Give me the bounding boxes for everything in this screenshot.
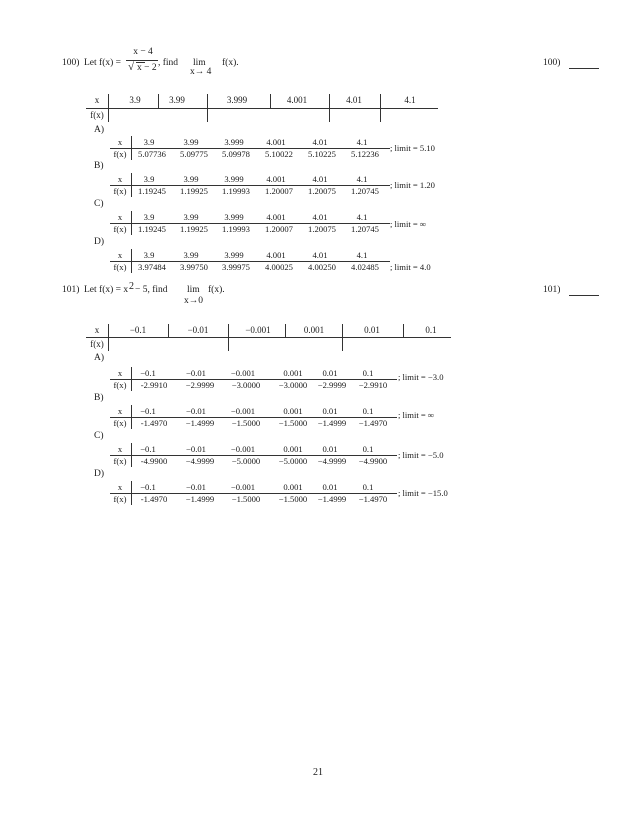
table-cell: 0.01 — [322, 406, 338, 416]
limit-answer: ; limit = −3.0 — [398, 372, 444, 382]
table-cell: −0.01 — [187, 325, 209, 335]
table-cell: 1.20007 — [265, 186, 293, 196]
table-cell: 4.001 — [266, 212, 286, 222]
find-text: − 5, find — [135, 285, 168, 295]
option-label-d[interactable]: D) — [94, 237, 105, 247]
find-text: , find — [158, 58, 179, 68]
table-divider — [403, 324, 404, 337]
table-cell: 1.20745 — [351, 186, 379, 196]
table-cell: 3.97484 — [138, 262, 166, 272]
option-label-d[interactable]: D) — [94, 469, 105, 479]
table-cell: 4.01 — [312, 250, 328, 260]
option-label-c[interactable]: C) — [94, 199, 104, 209]
table-cell: 0.001 — [283, 482, 303, 492]
table-cell: 0.001 — [283, 406, 303, 416]
table-cell: 3.999 — [224, 174, 244, 184]
table-cell: 4.001 — [266, 137, 286, 147]
table-cell: 3.9 — [143, 174, 155, 184]
table-divider — [207, 94, 208, 122]
table-cell: −1.4999 — [317, 494, 347, 504]
table-cell: 4.00250 — [308, 262, 336, 272]
fraction-denominator: x − 2 — [137, 63, 157, 73]
table-cell: 5.10225 — [308, 149, 336, 159]
table-cell: −0.1 — [129, 325, 147, 335]
table-cell: −3.0000 — [278, 380, 308, 390]
x-label: x — [94, 325, 100, 335]
table-cell: −0.1 — [140, 406, 156, 416]
table-cell: 0.1 — [362, 368, 374, 378]
table-divider — [342, 324, 343, 351]
table-cell: −1.4970 — [358, 494, 388, 504]
table-cell: −0.01 — [186, 406, 206, 416]
table-cell: −0.001 — [245, 325, 271, 335]
table-cell: -2.9910 — [140, 380, 168, 390]
function-name: f(x). — [222, 58, 239, 68]
table-divider — [158, 94, 159, 108]
function-name: f(x). — [208, 285, 225, 295]
table-cell: 5.07736 — [138, 149, 166, 159]
option-label-b[interactable]: B) — [94, 161, 104, 171]
table-cell: 3.99 — [183, 137, 199, 147]
table-cell: 1.19925 — [180, 186, 208, 196]
option-label-a[interactable]: A) — [94, 125, 105, 135]
table-cell: 0.001 — [283, 368, 303, 378]
fx-label: f(x) — [113, 380, 127, 390]
table-divider — [285, 324, 286, 337]
fraction-numerator: x − 4 — [133, 47, 153, 57]
table-cell: -1.4970 — [140, 418, 168, 428]
table-cell: 0.01 — [322, 482, 338, 492]
limit-answer: ; limit = −15.0 — [398, 488, 448, 498]
fx-label: f(x) — [113, 262, 127, 272]
table-cell: −1.4970 — [358, 418, 388, 428]
table-cell: 4.01 — [312, 212, 328, 222]
table-cell: 4.1 — [356, 212, 368, 222]
table-cell: 0.01 — [364, 325, 380, 335]
table-cell: −0.1 — [140, 444, 156, 454]
sqrt-icon: √ — [128, 61, 135, 73]
x-label: x — [117, 250, 123, 260]
question-number: 101) — [62, 285, 80, 295]
table-cell: 1.20075 — [308, 224, 336, 234]
table-cell: −0.001 — [230, 444, 256, 454]
table-cell: −0.1 — [140, 368, 156, 378]
table-cell: 5.10022 — [265, 149, 293, 159]
table-cell: −1.5000 — [278, 418, 308, 428]
table-cell: 3.99975 — [222, 262, 250, 272]
table-rule — [86, 337, 451, 338]
x-label: x — [94, 95, 100, 105]
table-cell: 3.99 — [183, 212, 199, 222]
table-cell: 0.1 — [362, 482, 374, 492]
table-cell: 1.20007 — [265, 224, 293, 234]
x-label: x — [117, 406, 123, 416]
table-cell: 4.001 — [266, 250, 286, 260]
table-cell: 4.02485 — [351, 262, 379, 272]
table-cell: 3.9 — [143, 250, 155, 260]
table-cell: −3.0000 — [231, 380, 261, 390]
table-cell: 0.1 — [425, 325, 437, 335]
table-divider — [108, 94, 109, 122]
table-cell: −2.9910 — [358, 380, 388, 390]
table-divider — [168, 324, 169, 337]
table-cell: 4.01 — [312, 137, 328, 147]
table-cell: 3.99 — [183, 250, 199, 260]
table-cell: −0.001 — [230, 368, 256, 378]
fx-label: f(x) — [113, 224, 127, 234]
page-number: 21 — [313, 767, 323, 778]
table-cell: 0.1 — [362, 406, 374, 416]
table-cell: 1.19993 — [222, 224, 250, 234]
table-cell: 3.99 — [169, 95, 185, 105]
answer-number: 100) — [543, 58, 561, 68]
table-divider — [108, 324, 109, 351]
table-cell: 1.20075 — [308, 186, 336, 196]
table-cell: 4.1 — [404, 95, 416, 105]
x-label: x — [117, 137, 123, 147]
table-cell: 4.1 — [356, 250, 368, 260]
table-divider — [228, 324, 229, 351]
table-cell: −4.9900 — [358, 456, 388, 466]
table-cell: -1.4970 — [140, 494, 168, 504]
table-cell: −2.9999 — [317, 380, 347, 390]
fx-label: f(x) — [113, 494, 127, 504]
table-cell: 0.001 — [303, 325, 325, 335]
limit-answer: ; limit = 5.10 — [390, 143, 435, 153]
table-cell: −0.01 — [186, 482, 206, 492]
table-cell: 3.99 — [183, 174, 199, 184]
function-definition-label: Let f(x) = — [84, 58, 122, 68]
limit-subscript: x→ 4 — [190, 67, 212, 77]
table-cell: 1.20745 — [351, 224, 379, 234]
table-cell: −5.0000 — [278, 456, 308, 466]
x-label: x — [117, 174, 123, 184]
answer-blank[interactable] — [569, 295, 599, 296]
table-cell: 5.09775 — [180, 149, 208, 159]
table-cell: −1.5000 — [231, 494, 261, 504]
answer-blank[interactable] — [569, 68, 599, 69]
x-label: x — [117, 368, 123, 378]
table-cell: 3.999 — [224, 212, 244, 222]
table-cell: 4.01 — [346, 95, 362, 105]
x-label: x — [117, 444, 123, 454]
table-cell: 3.999 — [224, 137, 244, 147]
table-cell: 4.001 — [286, 95, 308, 105]
table-cell: 0.001 — [283, 444, 303, 454]
table-cell: −0.001 — [230, 406, 256, 416]
table-cell: −1.4999 — [185, 418, 215, 428]
table-cell: −1.5000 — [231, 418, 261, 428]
table-cell: 0.01 — [322, 444, 338, 454]
table-cell: 4.00025 — [265, 262, 293, 272]
table-cell: 1.19925 — [180, 224, 208, 234]
limit-answer: ; limit = ∞ — [398, 410, 435, 420]
table-cell: 1.19245 — [138, 186, 166, 196]
table-cell: 4.001 — [266, 174, 286, 184]
limit-operator: lim — [193, 58, 206, 68]
fx-label: f(x) — [113, 149, 127, 159]
limit-answer: ; limit = 4.0 — [390, 262, 431, 272]
table-cell: −0.01 — [186, 444, 206, 454]
table-cell: 3.999 — [224, 250, 244, 260]
option-label-a[interactable]: A) — [94, 353, 105, 363]
exponent: 2 — [129, 281, 134, 292]
fx-label: f(x) — [113, 418, 127, 428]
table-cell: −0.1 — [140, 482, 156, 492]
table-cell: 1.19993 — [222, 186, 250, 196]
table-cell: 4.1 — [356, 174, 368, 184]
table-cell: 3.9 — [143, 137, 155, 147]
limit-operator: lim — [187, 285, 200, 295]
option-label-c[interactable]: C) — [94, 431, 104, 441]
table-cell: 5.09978 — [222, 149, 250, 159]
limit-subscript: x→0 — [184, 296, 203, 306]
table-cell: −1.4999 — [317, 418, 347, 428]
table-cell: −2.9999 — [185, 380, 215, 390]
table-cell: 4.1 — [356, 137, 368, 147]
table-cell: 3.99750 — [180, 262, 208, 272]
fx-label: f(x) — [90, 339, 104, 349]
answer-number: 101) — [543, 285, 561, 295]
table-divider — [380, 94, 381, 122]
table-cell: 1.19245 — [138, 224, 166, 234]
table-rule — [86, 108, 438, 109]
limit-answer: ; limit = −5.0 — [398, 450, 444, 460]
x-label: x — [117, 212, 123, 222]
table-cell: −4.9999 — [185, 456, 215, 466]
table-cell: 3.9 — [129, 95, 141, 105]
table-cell: 3.9 — [143, 212, 155, 222]
question-number: 100) — [62, 58, 80, 68]
fx-label: f(x) — [113, 186, 127, 196]
table-cell: 4.01 — [312, 174, 328, 184]
table-divider — [329, 94, 330, 122]
table-divider — [270, 94, 271, 108]
x-label: x — [117, 482, 123, 492]
table-cell: −5.0000 — [231, 456, 261, 466]
fx-label: f(x) — [90, 110, 104, 120]
table-cell: -4.9900 — [140, 456, 168, 466]
table-cell: 0.1 — [362, 444, 374, 454]
function-definition-label: Let f(x) = x — [84, 285, 129, 295]
table-cell: −0.001 — [230, 482, 256, 492]
table-cell: 3.999 — [226, 95, 248, 105]
table-cell: −1.5000 — [278, 494, 308, 504]
limit-answer: ; limit = ∞ — [390, 219, 427, 229]
limit-answer: ; limit = 1.20 — [390, 180, 435, 190]
table-cell: 0.01 — [322, 368, 338, 378]
fx-label: f(x) — [113, 456, 127, 466]
table-cell: −1.4999 — [185, 494, 215, 504]
table-cell: −4.9999 — [317, 456, 347, 466]
table-cell: −0.01 — [186, 368, 206, 378]
option-label-b[interactable]: B) — [94, 393, 104, 403]
table-cell: 5.12236 — [351, 149, 379, 159]
